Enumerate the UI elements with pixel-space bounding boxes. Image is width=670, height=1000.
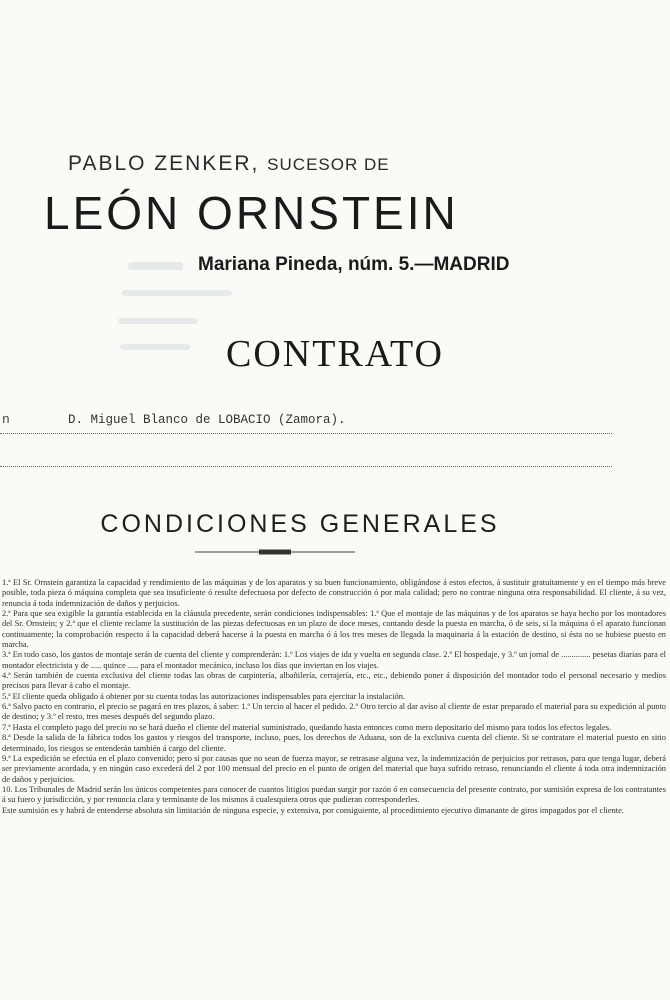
condition-clause: 2.ª Para que sea exigible la garantía establecida en la cláusula precedente, serán condiciones indispensables: 1.ª Que el montaje de las máquinas y de los aparatos se haya hecho por los montadores del Sr. Ornstein; y 2.ª que el cliente reclame la sustitución de las piezas defectuosas en un plazo de doce meses, contando desde la puesta en marcha, ó de seis, si la máquina ó el aparato funcionan continuamente; la comprobación respecto á la capacidad deberá hacerse á la puesta en marcha ó á los tres meses de llegada la maquinaria á la estación de destino, si ésta no se hubiese puesto en marcha. [2, 609, 666, 650]
bleed-through-mark [128, 262, 183, 270]
condition-clause: 7.ª Hasta el completo pago del precio no se hará dueño el cliente del material suministrado, quedando hasta entonces como mero depositario del mismo para todos los efectos legales. [2, 722, 612, 732]
condition-clause: 6.ª Salvo pacto en contrario, el precio se pagará en tres plazos, á saber: 1.º Un tercio al hacer el pedido. 2.º Otro tercio al dar aviso al cliente de estar preparado el material para su expedición al punto de destino; y 3.º el resto, tres meses después del segundo plazo. [2, 702, 666, 722]
blank-line [0, 466, 612, 467]
condition-clause: 4.ª Serán también de cuenta exclusiva del cliente todas las obras de carpintería, albañilería, cerrajería, etc., etc., debiendo poner á disposición del montador todo el personal necesario y medios precisos para llevar á cabo el montaje. [2, 671, 666, 691]
condition-clause: 8.ª Desde la salida de la fábrica todos los gastos y riesgos del transporte, incluso, pues, los derechos de Aduana, son de la exclusiva cuenta del cliente. Si se contratare el material puesto en sitio determinado, los riesgos se entenderán también á cargo del cliente. [2, 733, 666, 753]
bleed-through-mark [122, 290, 232, 296]
condition-clause: 3.ª En todo caso, los gastos de montaje serán de cuenta del cliente y comprenderán: 1.º Los viajes de ida y vuelta en segunda clase. 2.º El hospedaje, y 3.º un jornal de .............. pesetas diarias para el montador electricista y de ..... quince ..... para el montador mecánico, incluso los días que inviertan en los viajes. [2, 650, 666, 670]
conditions-title: CONDICIONES GENERALES [100, 510, 500, 538]
condition-clause: 9.ª La expedición se efectúa en el plazo convenido; pero si por causas que no sean de fuerza mayor, se retrasase alguna vez, la indemnización de perjuicios por retrasos, para que tenga lugar, deberá ser previamente acordada, y en ningún caso excederá del 2 por 100 mensual del precio en el punto de origen del material que haya sufrido retraso, renunciando el cliente á toda otra indemnización de daños y perjuicios. [2, 753, 666, 784]
client-prefix: n [2, 412, 10, 427]
sucesor-line [68, 152, 390, 176]
condition-clause: Este sumisión es y habrá de entenderse absoluta sin limitación de ninguna especie, y extensiva, por consiguiente, al procedimiento ejecutivo dimanante de giros impagados por el cliente. [2, 805, 624, 815]
firm-address: Mariana Pineda, núm. 5.—MADRID [198, 254, 510, 275]
firm-name: LEÓN ORNSTEIN [44, 187, 459, 239]
client-name: D. Miguel Blanco de LOBACIO (Zamora). [68, 413, 346, 427]
sucesor-name: PABLO ZENKER, [68, 152, 260, 175]
bleed-through-mark [118, 318, 198, 324]
title-ornament [195, 549, 355, 555]
condition-clause: 1.ª El Sr. Ornstein garantiza la capacidad y rendimiento de las máquinas y de los aparatos y su buen funcionamiento, obligándose á estos efectos, á sustituir gratuitamente y en el tiempo más breve posible, toda pieza ó máquina completa que sea insuficiente ó resulte defectuosa por defecto de construcción ó por mala calidad; pero no contrae ninguna otra responsabilidad. El cliente, á su vez, renuncia á toda indemnización de daños y perjuicios. [2, 578, 666, 608]
conditions-list [2, 578, 666, 816]
document-title: CONTRATO [226, 333, 444, 375]
sucesor-suffix: SUCESOR DE [267, 155, 390, 174]
client-underline [0, 433, 612, 434]
condition-clause: 5.ª El cliente queda obligado á obtener por su cuenta todas las autorizaciones indispensables para ejercitar la instalación. [2, 691, 405, 701]
condition-clause: 10. Los Tribunales de Madrid serán los únicos competentes para conocer de cuantos litigios puedan surgir por razón ó en consecuencia del presente contrato, por sumisión expresa de los contratantes á su fuero y jurisdicción, y por renuncia clara y terminante de los mismos á cualesquiera otros que pudieran corresponderles. [2, 784, 666, 805]
